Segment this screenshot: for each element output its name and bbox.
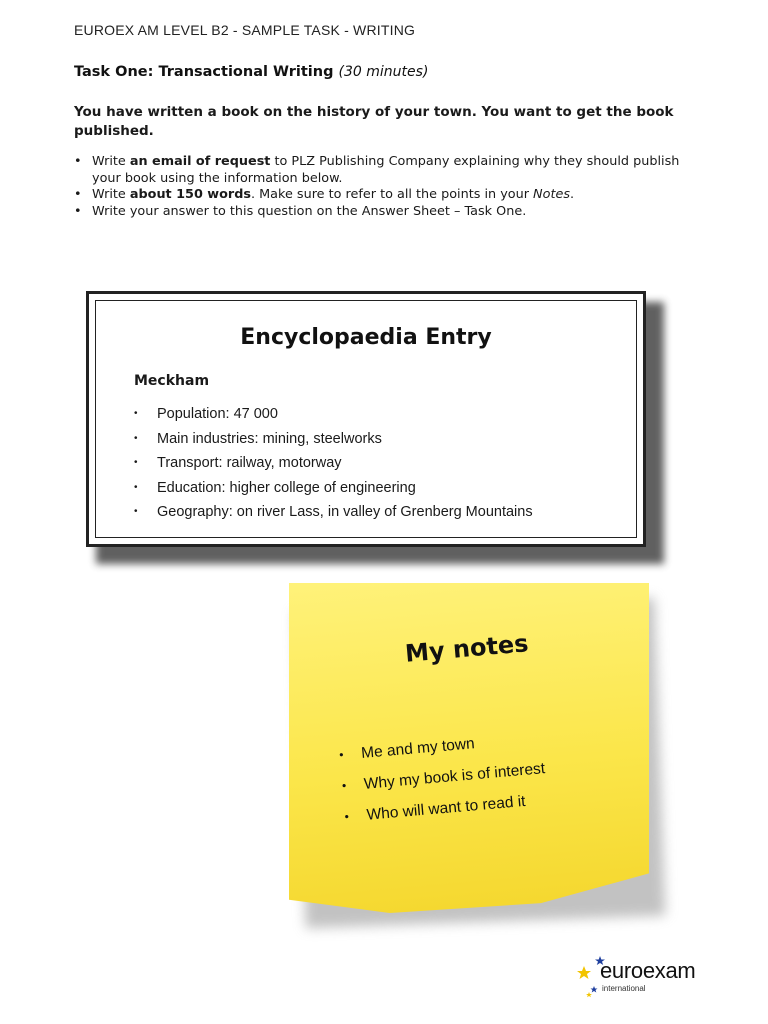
note-item: • Me and my town — [338, 722, 544, 771]
encyclopaedia-town: Meckham — [134, 373, 210, 389]
encyclopaedia-box — [86, 291, 646, 547]
task-intro: You have written a book on the history of your town. You want to get the book published. — [74, 104, 674, 139]
instruction-item: • Write about 150 words. Make sure to refer to all the points in your Notes. — [74, 187, 699, 204]
note-item: • Why my book is of interest — [341, 753, 547, 802]
logo-wordmark: euroexam — [600, 958, 696, 983]
euroexam-logo — [576, 952, 706, 1002]
fact-item: • Education: higher college of engineering — [134, 476, 533, 501]
fact-item: • Main industries: mining, steelworks — [134, 427, 533, 452]
page-header: EUROEX AM LEVEL B2 - SAMPLE TASK - WRITING — [74, 22, 416, 38]
encyclopaedia-facts — [134, 402, 533, 525]
fact-item: • Geography: on river Lass, in valley of Grenberg Mountains — [134, 500, 533, 525]
task-duration: (30 minutes) — [338, 64, 429, 80]
task-title — [74, 64, 428, 80]
encyclopaedia-title: Encyclopaedia Entry — [240, 325, 492, 350]
notes-list — [338, 722, 549, 832]
notes-title: My notes — [404, 629, 530, 668]
fact-item: • Transport: railway, motorway — [134, 451, 533, 476]
instruction-list — [74, 154, 699, 220]
logo-star-yellow-icon — [577, 966, 591, 979]
logo-star-blue-icon — [591, 986, 598, 993]
instruction-item: • Write an email of request to PLZ Publishing Company explaining why they should publish your book using the information below. — [74, 154, 699, 187]
note-item: • Who will want to read it — [343, 784, 549, 833]
task-title-text: Task One: Transactional Writing — [74, 64, 334, 80]
instruction-item: • Write your answer to this question on the Answer Sheet – Task One. — [74, 204, 699, 221]
logo-star-yellow-icon — [586, 992, 592, 997]
fact-item: • Population: 47 000 — [134, 402, 533, 427]
logo-subtitle: international — [602, 984, 646, 993]
encyclopaedia-inner-frame — [95, 300, 637, 538]
